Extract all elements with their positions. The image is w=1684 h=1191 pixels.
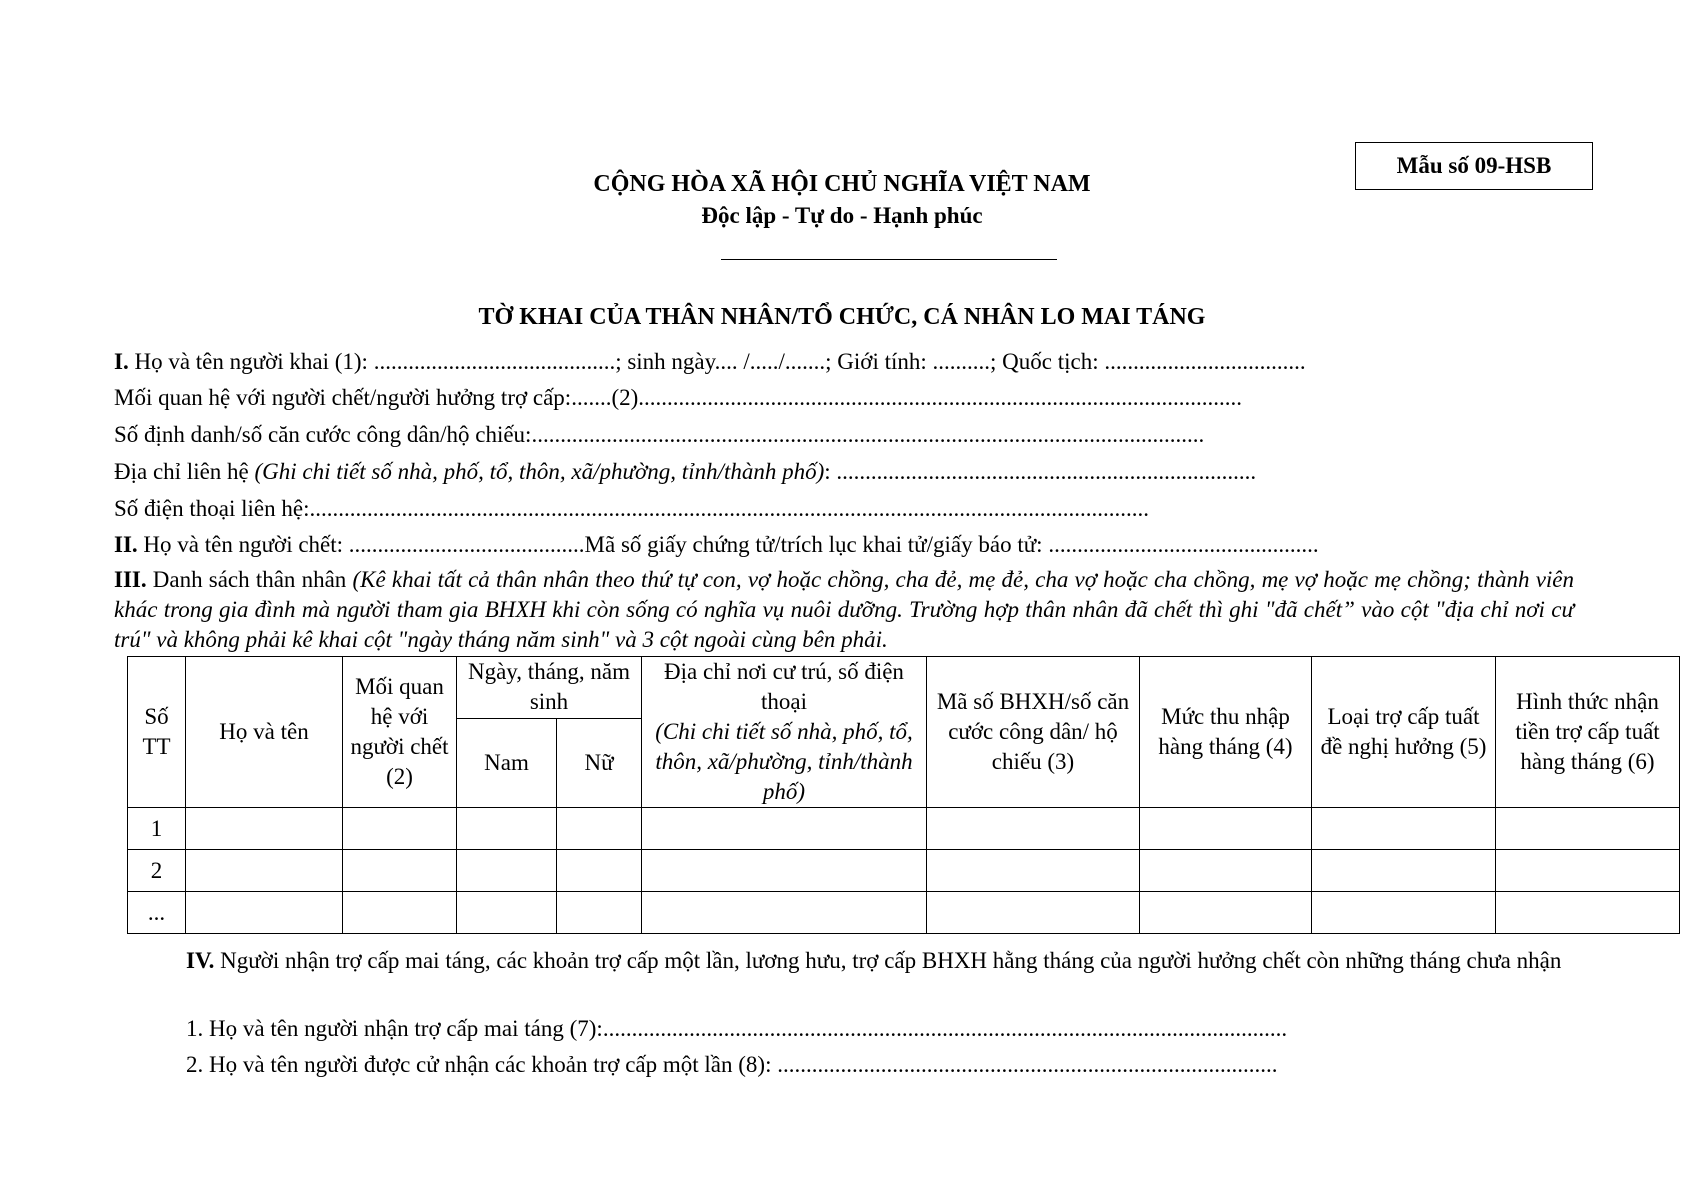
- name-cell[interactable]: [186, 892, 343, 934]
- address-note: (Ghi chi tiết số nhà, phố, tổ, thôn, xã/phường, tỉnh/thành phố): [254, 459, 825, 484]
- col-header-payment-method: Hình thức nhận tiền trợ cấp tuất hàng tháng (6): [1496, 657, 1680, 808]
- col-header-address-title: Địa chỉ nơi cư trú, số điện thoại: [664, 659, 904, 714]
- row-number: ...: [128, 892, 186, 934]
- col-header-address-note: (Chi chi tiết số nhà, phố, tổ, thôn, xã/phường, tỉnh/thành phố): [655, 719, 913, 804]
- col-header-address: [642, 657, 927, 808]
- section-3-lead: Danh sách thân nhân: [146, 567, 353, 592]
- motto: Độc lập - Tự do - Hạnh phúc: [701, 203, 983, 228]
- benefit-type-cell[interactable]: [1312, 850, 1496, 892]
- payment-method-cell[interactable]: [1496, 808, 1680, 850]
- document-title: TỜ KHAI CỦA THÂN NHÂN/TỔ CHỨC, CÁ NHÂN LO MAI TÁNG: [478, 304, 1206, 330]
- id-cell[interactable]: [927, 808, 1140, 850]
- income-cell[interactable]: [1140, 892, 1312, 934]
- section-3-number: III.: [114, 567, 147, 592]
- lump-sum-recipient-line: 2. Họ và tên người được cử nhận các khoản trợ cấp một lần (8): .......................................................................................: [186, 1052, 1278, 1077]
- address-cell[interactable]: [642, 892, 927, 934]
- col-header-dob: Ngày, tháng, năm sinh: [457, 657, 642, 719]
- address-label: Địa chỉ liên hệ: [114, 459, 255, 484]
- relationship-line: Mối quan hệ với người chết/người hưởng trợ cấp:.......(2).........................................................................................................: [114, 385, 1243, 410]
- dob-male-cell[interactable]: [457, 808, 557, 850]
- section-1-number: I.: [114, 349, 129, 374]
- relation-cell[interactable]: [343, 850, 457, 892]
- section-4-number: IV.: [186, 948, 215, 973]
- nation-heading: CỘNG HÒA XÃ HỘI CHỦ NGHĨA VIỆT NAM: [593, 171, 1091, 197]
- payment-method-cell[interactable]: [1496, 892, 1680, 934]
- col-header-name: Họ và tên: [186, 657, 343, 808]
- funeral-recipient-line: 1. Họ và tên người nhận trợ cấp mai táng (7):.......................................................................................................................: [186, 1016, 1288, 1041]
- declarant-name-line: [114, 347, 1306, 377]
- table-row: [128, 808, 1680, 850]
- phone-line: Số điện thoại liên hệ:..................................................................................................................................................: [114, 496, 1149, 521]
- row-number: 1: [128, 808, 186, 850]
- income-cell[interactable]: [1140, 850, 1312, 892]
- heading-underline: [721, 259, 1057, 260]
- dob-female-cell[interactable]: [557, 892, 642, 934]
- id-cell[interactable]: [927, 892, 1140, 934]
- dob-male-cell[interactable]: [457, 850, 557, 892]
- row-number: 2: [128, 850, 186, 892]
- deceased-text: Họ và tên người chết: .........................................Mã số giấy chứng tử/trích lục khai tử/giấy báo tử: ...............................................: [137, 532, 1319, 557]
- relatives-instructions: [114, 565, 1574, 655]
- relatives-table: [127, 656, 1680, 934]
- dob-female-cell[interactable]: [557, 808, 642, 850]
- col-header-relation: Mối quan hệ với người chết (2): [343, 657, 457, 808]
- col-header-benefit-type: Loại trợ cấp tuất đề nghị hưởng (5): [1312, 657, 1496, 808]
- col-header-stt: Số TT: [128, 657, 186, 808]
- section-2-number: II.: [114, 532, 138, 557]
- benefit-type-cell[interactable]: [1312, 892, 1496, 934]
- section-4-paragraph: [114, 946, 1574, 976]
- col-header-income: Mức thu nhập hàng tháng (4): [1140, 657, 1312, 808]
- payment-method-cell[interactable]: [1496, 850, 1680, 892]
- address-line: [114, 457, 1256, 487]
- table-row: [128, 850, 1680, 892]
- benefit-type-cell[interactable]: [1312, 808, 1496, 850]
- table-row: [128, 892, 1680, 934]
- id-cell[interactable]: [927, 850, 1140, 892]
- id-number-line: Số định danh/số căn cước công dân/hộ chiếu:.....................................................................................................................: [114, 422, 1205, 447]
- address-cell[interactable]: [642, 850, 927, 892]
- dob-male-cell[interactable]: [457, 892, 557, 934]
- name-cell[interactable]: [186, 808, 343, 850]
- col-header-dob-female: Nữ: [557, 718, 642, 807]
- income-cell[interactable]: [1140, 808, 1312, 850]
- dob-female-cell[interactable]: [557, 850, 642, 892]
- col-header-dob-male: Nam: [457, 718, 557, 807]
- address-dots: : .........................................................................: [824, 459, 1257, 484]
- address-cell[interactable]: [642, 808, 927, 850]
- col-header-id: Mã số BHXH/số căn cước công dân/ hộ chiếu (3): [927, 657, 1140, 808]
- deceased-line: [114, 530, 1319, 560]
- section-4-text: Người nhận trợ cấp mai táng, các khoản trợ cấp một lần, lương hưu, trợ cấp BHXH hằng tháng của người hưởng chết còn những tháng chưa nhận: [214, 948, 1562, 973]
- relation-cell[interactable]: [343, 892, 457, 934]
- section-3-note: (Kê khai tất cả thân nhân theo thứ tự con, vợ hoặc chồng, cha đẻ, mẹ đẻ, cha vợ hoặc cha chồng, mẹ vợ hoặc mẹ chồng; thành viên khác trong gia đình mà người tham gia BHXH khi còn sống có nghĩa vụ nuôi dưỡng. Trường hợp thân nhân đã chết thì ghi "đã chết” vào cột "địa chỉ nơi cư trú" và không phải kê khai cột "ngày tháng năm sinh" và 3 cột ngoài cùng bên phải.: [114, 567, 1575, 652]
- relation-cell[interactable]: [343, 808, 457, 850]
- name-cell[interactable]: [186, 850, 343, 892]
- declarant-name-text: Họ và tên người khai (1): ..........................................; sinh ngày.... /...../.......; Giới tính: ..........; Quốc tịch: ...................................: [128, 349, 1306, 374]
- form-code-box: Mẫu số 09-HSB: [1355, 142, 1593, 190]
